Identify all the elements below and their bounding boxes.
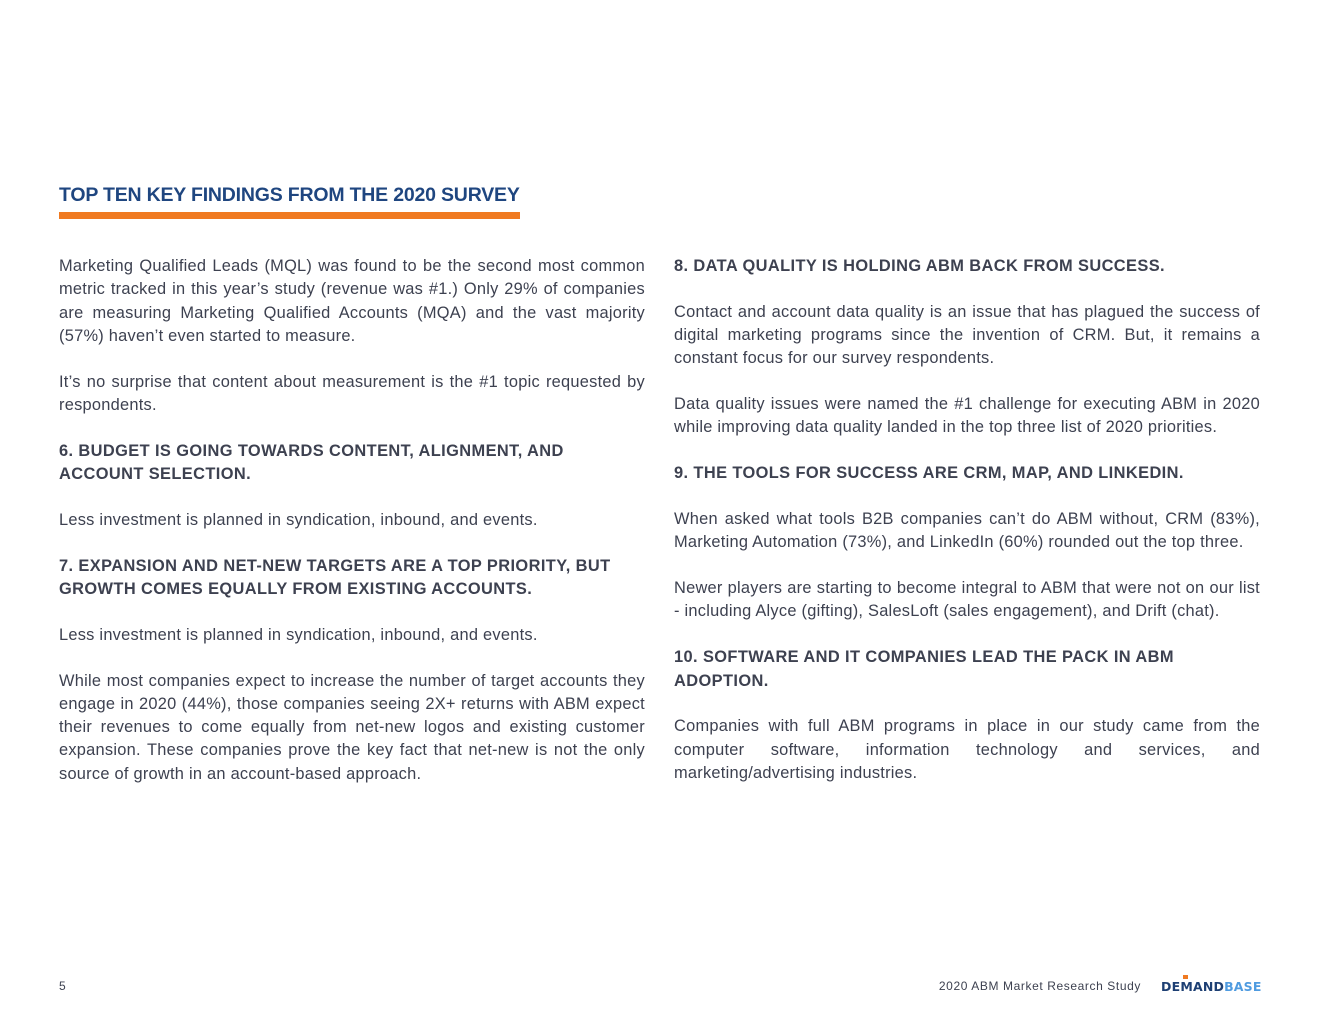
page-title-block [59,180,520,219]
logo-text-base: BASE [1224,979,1262,994]
finding-7-detail: While most companies expect to increase the number of target accounts they engage in 2020 (44%), those companies seeing 2X+ returns with ABM expect their revenues to come equally from net-new logos and existing customer expansion. These companies prove the key fact that net-new is not the only source of growth in an account-based approach. [59,671,645,783]
page-title: TOP TEN KEY FINDINGS FROM THE 2020 SURVEY [59,184,520,206]
finding-9-text: When asked what tools B2B companies can’t do ABM without, CRM (83%), Marketing Automation (73%), and LinkedIn (60%) rounded out the top three. [674,510,1260,552]
finding-9-heading: 9. THE TOOLS FOR SUCCESS ARE CRM, MAP, AND LINKEDIN. [674,464,1184,483]
logo-text-demand: DEMAND [1161,979,1225,994]
finding-7-heading: 7. EXPANSION AND NET-NEW TARGETS ARE A TOP PRIORITY, BUT GROWTH COMES EQUALLY FROM EXISTING ACCOUNTS. [59,556,611,598]
page-number: 5 [59,979,67,993]
finding-8-text: Contact and account data quality is an issue that has plagued the success of digital marketing programs since the invention of CRM. But, it remains a constant focus for our survey respondents. [674,302,1260,368]
finding-7-text: Less investment is planned in syndication, inbound, and events. [59,625,538,644]
paragraph-mql: Marketing Qualified Leads (MQL) was found to be the second most common metric tracked in this year’s study (revenue was #1.) Only 29% of companies are measuring Marketing Qualified Accounts (MQA) and the vast majority (57%) haven’t even started to measure. [59,257,645,345]
left-column [59,255,645,809]
finding-9-detail: Newer players are starting to become integral to ABM that were not on our list - including Alyce (gifting), SalesLoft (sales engagement), and Drift (chat). [674,579,1260,621]
demandbase-logo [1161,979,1262,995]
finding-6-heading: 6. BUDGET IS GOING TOWARDS CONTENT, ALIGNMENT, AND ACCOUNT SELECTION. [59,441,564,484]
study-title: 2020 ABM Market Research Study [938,979,1141,993]
paragraph-measurement-topic: It’s no surprise that content about measurement is the #1 topic requested by respondents. [59,372,645,414]
right-column [674,255,1260,808]
finding-8-detail: Data quality issues were named the #1 challenge for executing ABM in 2020 while improving data quality landed in the top three list of 2020 priorities. [674,395,1260,437]
finding-10-text: Companies with full ABM programs in place in our study came from the computer software, information technology and services, and marketing/advertising industries. [674,717,1260,782]
finding-8-heading: 8. DATA QUALITY IS HOLDING ABM BACK FROM SUCCESS. [674,257,1165,275]
title-underline [59,212,520,219]
finding-10-heading: 10. SOFTWARE AND IT COMPANIES LEAD THE PACK IN ABM ADOPTION. [674,648,1174,690]
logo-accent-mark [1183,975,1188,979]
finding-6-text: Less investment is planned in syndication, inbound, and events. [59,510,538,529]
